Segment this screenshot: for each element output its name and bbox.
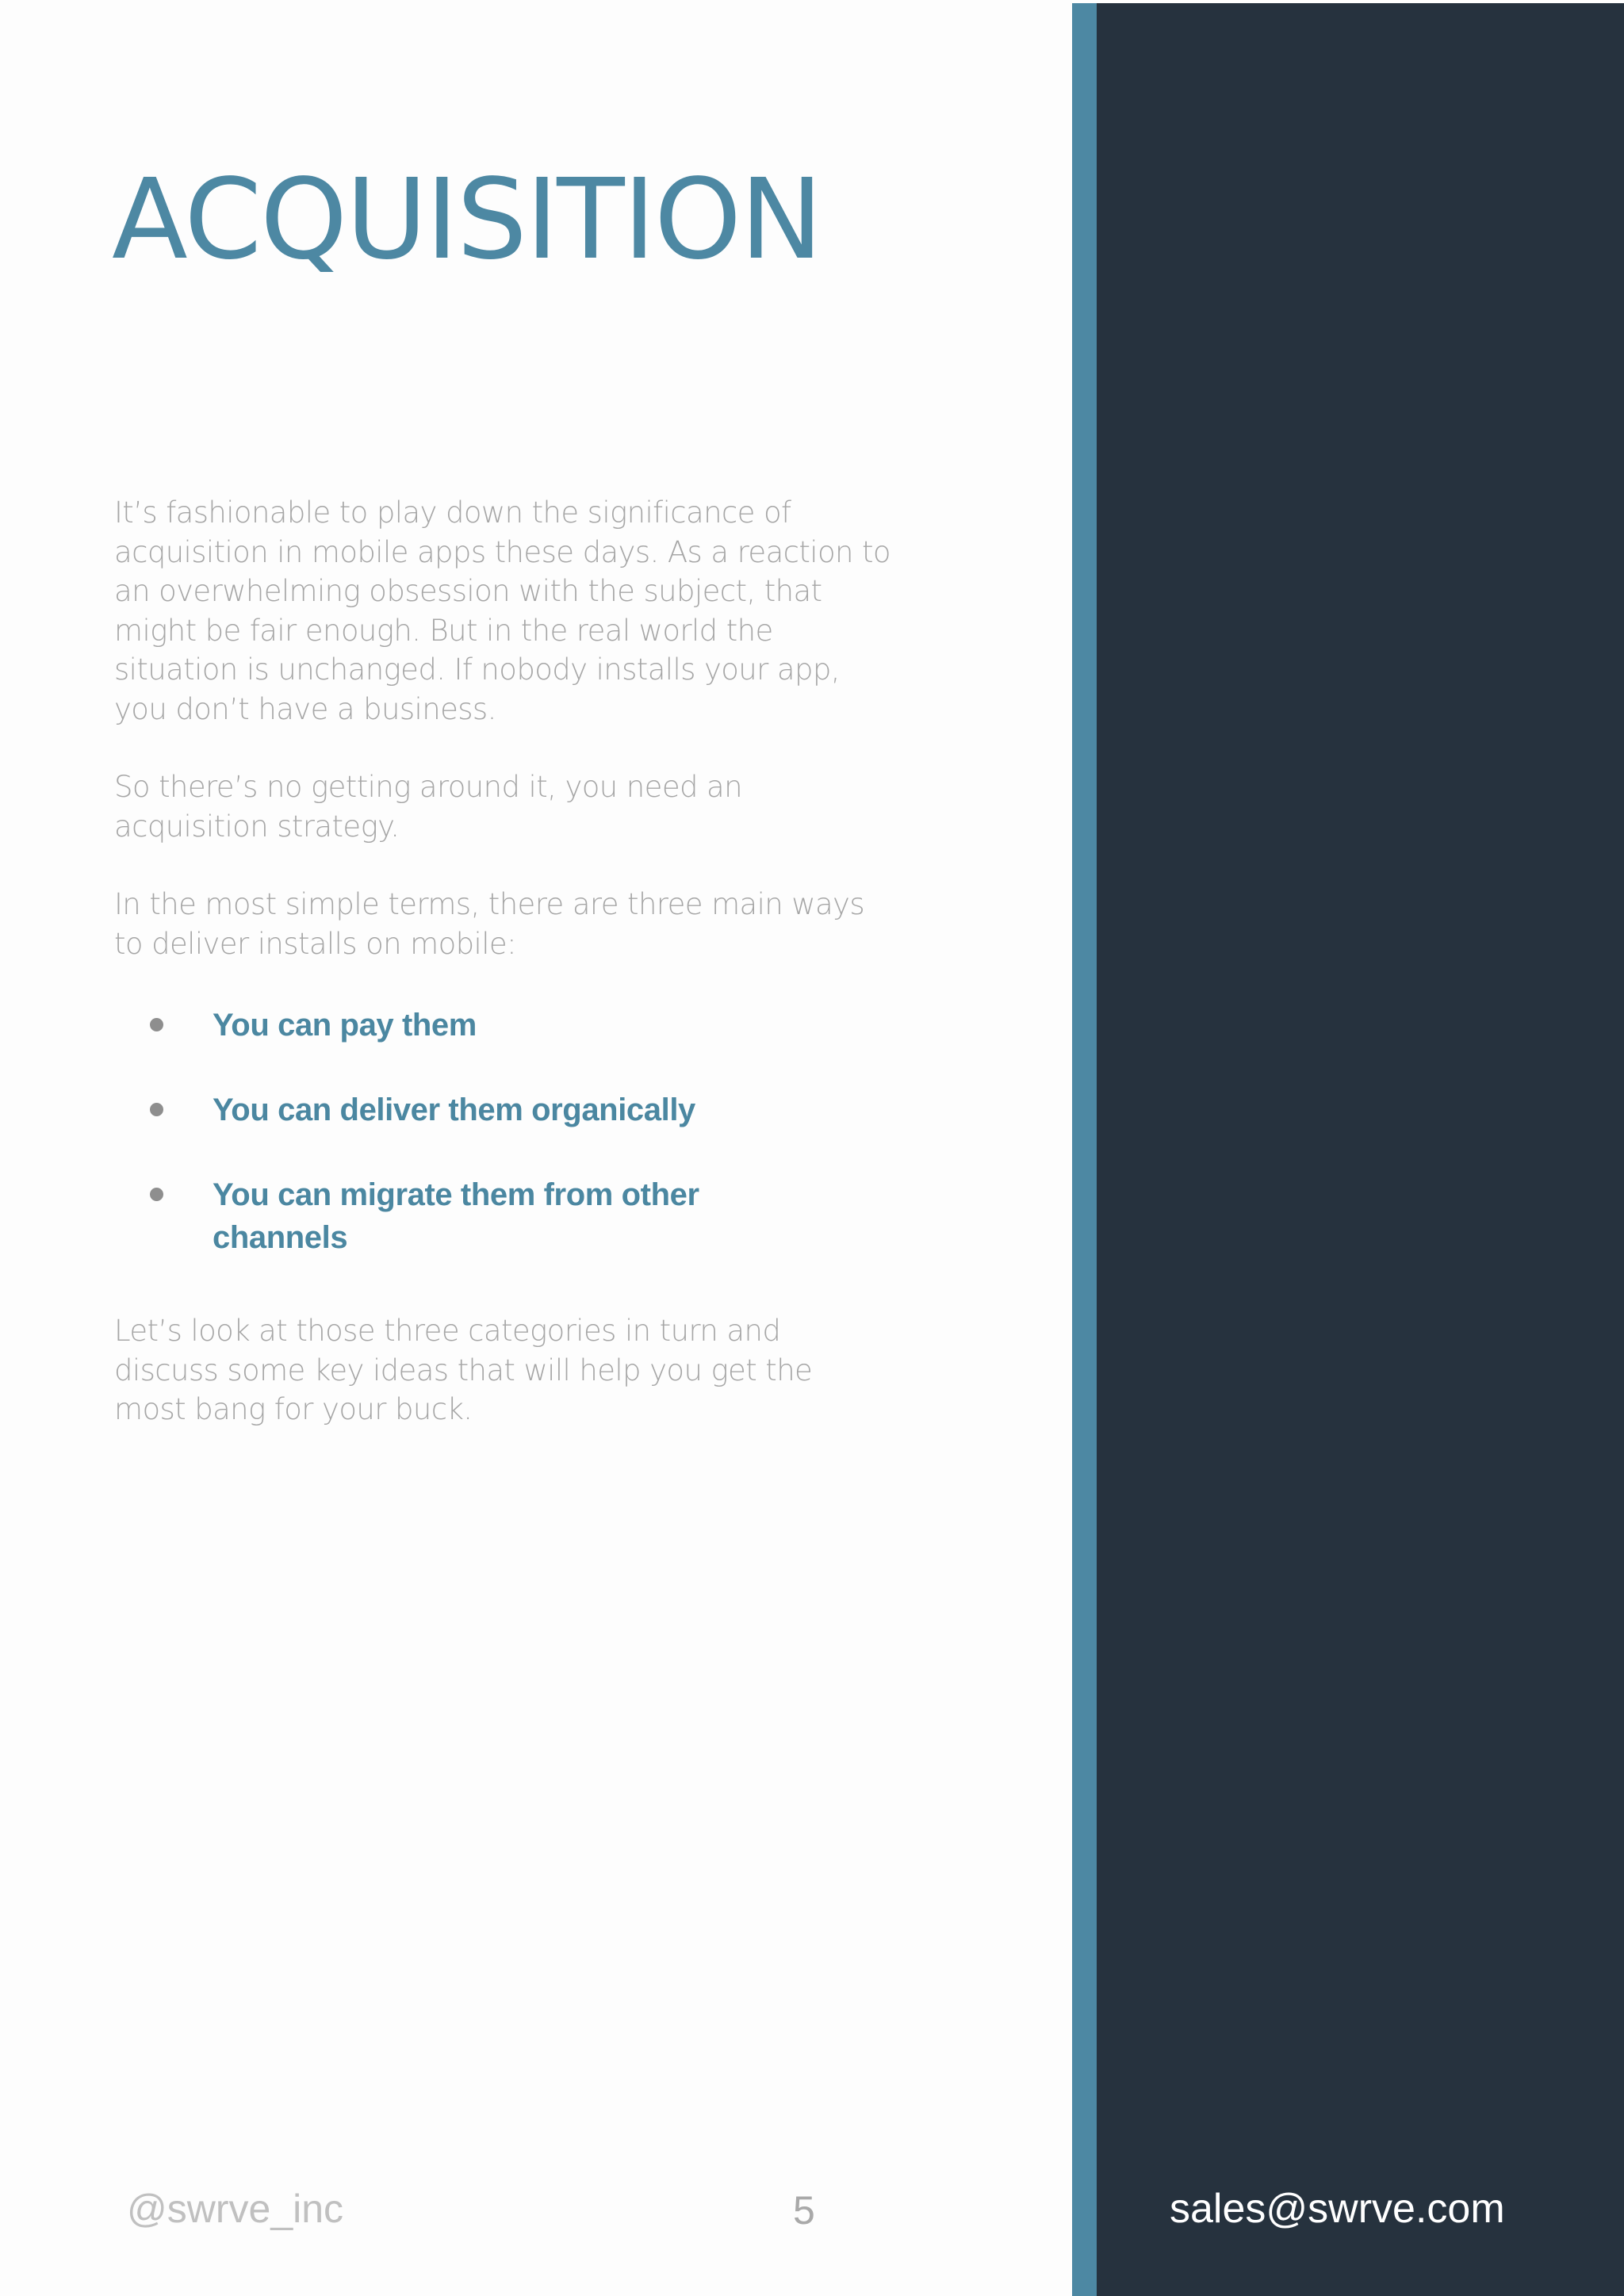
twitter-handle-link[interactable]: @swrve_inc (127, 2187, 344, 2231)
dark-side-panel (1097, 3, 1624, 2296)
bullet-text: You can deliver them organically (213, 1093, 695, 1127)
bullet-text: You can migrate them from other channels (213, 1177, 699, 1255)
bullet-text: You can pay them (213, 1008, 477, 1043)
conclusion-paragraph: Let’s look at those three categories in turn and discuss some key ideas that will help you get the most bang for your buck. (114, 1314, 813, 1426)
bullet-dot-icon (150, 1103, 163, 1116)
page-number: 5 (793, 2188, 815, 2233)
bullet-dot-icon (150, 1188, 163, 1201)
bullet-dot-icon (150, 1018, 163, 1031)
sales-email-link[interactable]: sales@swrve.com (1170, 2186, 1505, 2232)
accent-stripe (1072, 3, 1097, 2296)
strategy-paragraph: So there’s no getting around it, you need an acquisition strategy. (114, 770, 742, 844)
ways-paragraph: In the most simple terms, there are three main ways to deliver installs on mobile: (114, 887, 864, 961)
intro-paragraph: It’s fashionable to play down the significance of acquisition in mobile apps these days. As a reaction to an overwhelming obsession with the subject, that might be fair enough. But in the real world the situation is unchanged. If nobody installs your app, you don’t have a business. (114, 496, 891, 726)
page-title: ACQUISITION (112, 155, 822, 285)
